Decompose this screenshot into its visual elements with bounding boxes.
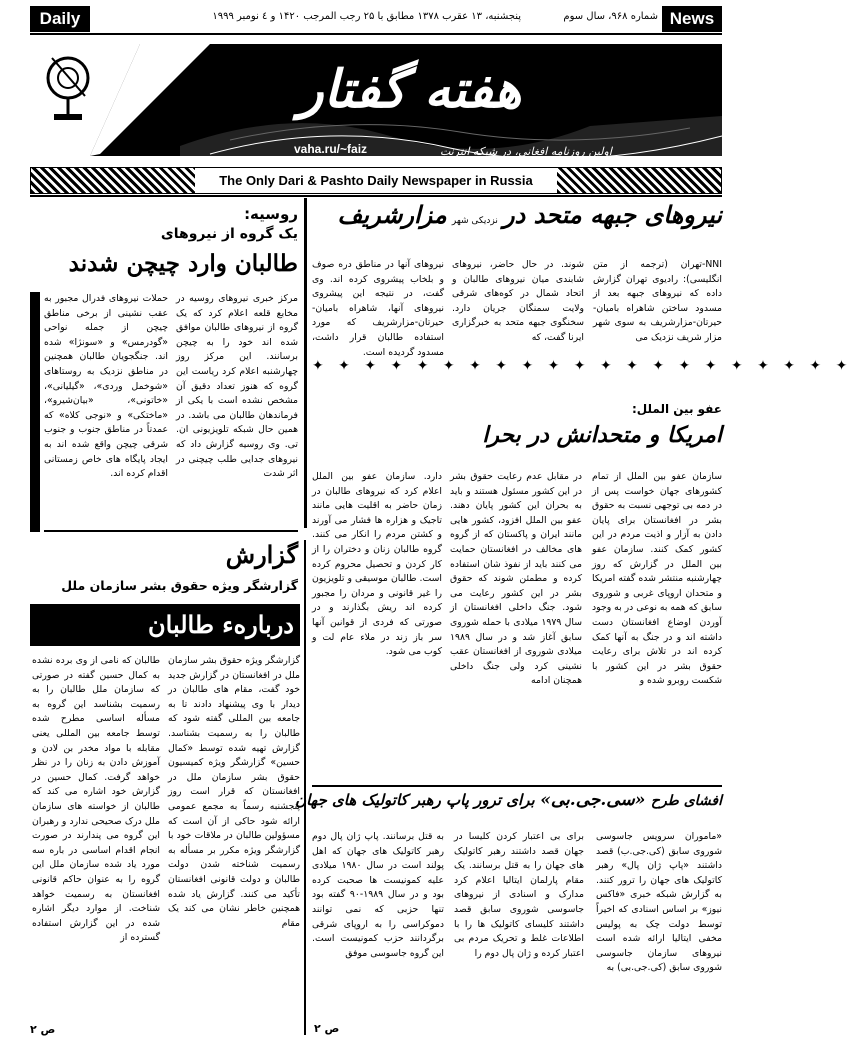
masthead-url: vaha.ru/~faiz: [294, 142, 368, 156]
cia-headline-text: برای ترور پاپ رهبر کاتولیک های جهان: [295, 791, 535, 809]
russia-col-2: حملات نیروهای فدرال مجبور به عقب نشینی از برخی مناطق چیچن از جمله نواحی «گودرمس» و «سونژا» شده اند. جنگجویان طالبان همچنین در مناطق نزدیک به روستاهای «شوخمل وردی»، «گیلیانی»، «خاتونی»، «بیان‌شیرو»، «ماختکی» و «نوجی کلاه» که عمدتاً در مناطق جنوب و جنوب شرقی چیچن واقع شده اند به ایجاد پایگاه های خاص زمستانی اقدام کرده اند.: [44, 293, 168, 480]
main-col-1: NNI-تهران (ترجمه از متن انگلیسی): رادیوی تهران گزارش داده که نیروهای جبهه بعد از مسدود ساختن شاهراه بامیان-حیرتان-مزارشریف به سوی شهر مزار شریف نزدیک می: [593, 259, 722, 343]
cia-col-3: به قتل برسانند. پاپ ژان پال دوم رهبر کاتولیک های جهان که اهل پولند است در سال ۱۹۸۰ میلادی علیه کمونیست ها صحبت کرده بود و در سال ۱۹۸۹-۹۰ گفته بود تنها حزبی که نمی توانند دموکراسی را به اروپای شرقی برگردانند حزب کمونیست است. این گروه جاسوسی موفق: [312, 831, 444, 959]
amnesty-col-3: دارد. سازمان عفو بین الملل اعلام کرد که نیروهای طالبان در زمان حاضر به اقلیت هایی مانند تاجیک و هزاره ها فشار می آورند و کشتن مردم را انکار می کنند. گروه طالبان زنان و دختران را از کار کردن و تحصیل محروم کرده است. طالبان موسیقی و تلویزیون را غیر قانونی و مردان را مجبور کرده اند ریش بگذارند و در صورتی که فردی از قوانین آنها سر باز زند در ملاء عام لت و کوب می شود.: [312, 471, 442, 658]
amnesty-col-2: در مقابل عدم رعایت حقوق بشر در این کشور مسئول هستند و باید به بحران این کشور پایان دهند. عفو بین الملل افزود، کشور هایی مانند ایران و پاکستان که از گروه های مخالف در افغانستان حمایت می کنند باید از نفوذ شان استفاده کرده و مطمئن شوند که حقوق بشر در این کشور رعایت می شود. جنگ داخلی افغانستان از سال ۱۹۷۹ میلادی با حمله شوروی سابق آغاز شد و در سال ۱۹۸۹ میلادی شوروی از افغانستان عقب نشینی کرد ولی جنگ داخلی همچنان ادامه: [450, 471, 582, 687]
report-col-2: طالبان که نامی از وی برده نشده به کمال حسین گفته در صورتی که سازمان ملل طالبان را به رسمیت بشناسد این گروه به مسأله اساسی مطرح شده توسط جامعه بین المللی یعنی مقابله با مواد مخدر بن لادن و آموزش دادن به زنان را در نظر خواهد گرفت. کمال حسین در گزارش خود اشاره می کند که طالبان از خواسته های سازمان ملل درک صحیحی ندارد و رهبران این گروه می پندارند در صورت انجام اقدام اساسی در باره سه مورد یاد شده سازمان ملل این گروه را به عنوان حاکم قانونی افغانستان به رسمیت خواهد شناخت. از موارد دیگر اشاره شده در این گزارش استفاده گسترده از: [32, 655, 160, 944]
masthead-top-rule: [30, 33, 722, 35]
masthead-title: هفته گفتار: [298, 59, 522, 120]
main-col-3: نیروهای آنها در مناطق دره صوف و بلخاب پیشروی کرده اند. وی گفت، در نتیجه این پیشروی نیروهای آنها، شاهراه بامیان-حیرتان-مزارشریف که مورد استفاده طالبان قرار داشت، مسدود گردیده است.: [312, 259, 444, 358]
report-col-1: گزارشگر ویژه حقوق بشر سازمان ملل در افغانستان در گزارش جدید خود گفت، مقام های طالبان در دیدار با وی پیشنهاد دادند تا به جامعه بین المللی گفته شود که طالبان را به رسمیت بشناسد. گزارش تهیه شده توسط «کمال حسین» گزارشگر ویژه کمیسیون حقوق بشر سازمان ملل در افغانستان که قرار است روز پنجشنبه رسماً به مجمع عمومی ارائه شود حاکی از آن است که مسؤولین طالبان در ملاقات خود با گزارشگر ویژه مکرر بر مسأله به رسمیت شناخته شدن دولت طالبان و دولت قانونی افغانستان تأکید می کنند. گزارش یاد شده همچنین خاطر نشان می کند یک مقام: [168, 655, 300, 929]
main-col-2: شوند. در حال حاضر، نیروهای شابندی میان نیروهای طالبان و اتحاد شمال در کوه‌های شرقی ولایت سمنگان جریان دارد. سخنگوی جبهه متحد به خبرگزاری ایرنا گفت، که: [452, 259, 584, 343]
column-divider-lower: [304, 540, 306, 1035]
russia-headline: طالبان وارد چیچن شدند: [68, 250, 298, 277]
cia-page-ref: ص ۲: [314, 1022, 340, 1035]
report-headline: درباره‌ء طالبان: [30, 604, 300, 646]
issue-line: شماره ۹۶۸، سال سوم: [563, 11, 658, 22]
russia-sidebar-left: [30, 292, 40, 532]
russia-kicker: روسیه:: [244, 205, 298, 223]
column-divider-upper: [304, 198, 307, 528]
cia-col-1: «ماموران سرویس جاسوسی شوروی سابق (کی.جی.ب) قصد داشتند «پاپ ژان پال» رهبر کاتولیک های جهان را ترور کنند. به گزارش شبکه خبری «فاکس نیوز» بر اساس اسنادی که اخیراً توسط دولت چک به پولیس مخفی ایتالیا ارائه شده است نیروهای سازمان جاسوسی شوروی سابق (کی.جی.بی) به: [596, 831, 722, 974]
daily-label: Daily: [30, 6, 90, 32]
report-subhead: گزارشگر ویژه حقوق بشر سازمان ملل: [61, 578, 298, 593]
main-divider-stars: ✦ ✦ ✦ ✦ ✦ ✦ ✦ ✦ ✦ ✦ ✦ ✦ ✦ ✦ ✦ ✦ ✦ ✦ ✦ ✦ ✦: [312, 358, 852, 374]
amnesty-kicker: عفو بین الملل:: [632, 402, 722, 416]
russia-col-1: مرکز خبری نیروهای روسیه در مخابع قلعه اعلام کرد که یک گروه از نیروهای طالبان موافق شده اند خود را به چیچن برسانند. این مرکز روز چهارشنبه اعلام کرد ریاست این گروه که هنوز تعداد دقیق آن مشخص نشده است با یکی از فرماندهان طالبان می باشد. در همین حال شبکه تلویزیونی ان. تی. وی روسیه گزارش داد که نیروهای جدایی طلب چیچنی در اثر شدت: [176, 293, 298, 480]
cia-quote: «سی.جی.بی»: [540, 790, 646, 810]
banner-bottom-rule: [30, 195, 722, 197]
amnesty-headline: امریکا و متحدانش در بحرا: [482, 422, 722, 448]
news-label: News: [662, 6, 722, 32]
main-headline-lead: نیروهای جبهه متحد در: [502, 200, 722, 229]
report-kicker: گزارش: [225, 540, 298, 569]
amnesty-col-1: سازمان عفو بین الملل از تمام کشورهای جهان خواست پس از در دمه بی توجهی نسبت به حقوق بشر در افغانستان برای پایان دادن به آزار و اذیت مردم در این کشور کمک کنند. سازمان عفو بین الملل در گزارش که روز چهارشنبه منتشر شده گفته امریکا و متحدان اروپای غربی و شوروی سابق که همه به نوعی در به وجود آوردن اوضاع افغانستان دست داشته اند و در جنگ به آنها کمک کرده اند در تلاش برای رعایت حقوق بشر در این کشور با شکست روبرو شده و: [592, 471, 722, 687]
russia-subhead: یک گروه از نیروهای: [160, 226, 298, 242]
report-page-ref: ص ۲: [30, 1023, 56, 1036]
banner-text: The Only Dari & Pashto Daily Newspaper in Russia: [195, 168, 557, 193]
cia-headline: [295, 790, 722, 830]
cia-col-2: برای بی اعتبار کردن کلیسا در جهان قصد داشتند رهبر کاتولیک های جهان را به قتل برسانند. یک مقام پارلمان ایتالیا اعلام کرد مدارک و اسنادی از نیروهای جاسوسی شوروی سابق قصد داشتند کلیسای کاتولیک ها را با اطلاعات غلط و تحریک مردم بی اعتبار کرده و ژان پال دوم را: [454, 831, 584, 959]
main-headline-end: مزارشریف: [337, 200, 447, 229]
cia-kicker: افشای طرح: [650, 793, 722, 809]
masthead-tagline: اولین روزنامه افغانی، در شبکه انترنت: [440, 145, 612, 158]
amnesty-bottom-rule: [312, 785, 722, 787]
main-headline-small: نزدیکی شهر: [451, 216, 498, 226]
russia-bottom-rule: [44, 530, 298, 532]
main-headline: [312, 200, 722, 255]
date-line: پنجشنبه، ۱۳ عقرب ۱۳۷۸ مطابق با ۲۵ رجب المرجب ۱۴۲۰ و ٤ نومبر ۱۹۹۹: [212, 11, 521, 22]
